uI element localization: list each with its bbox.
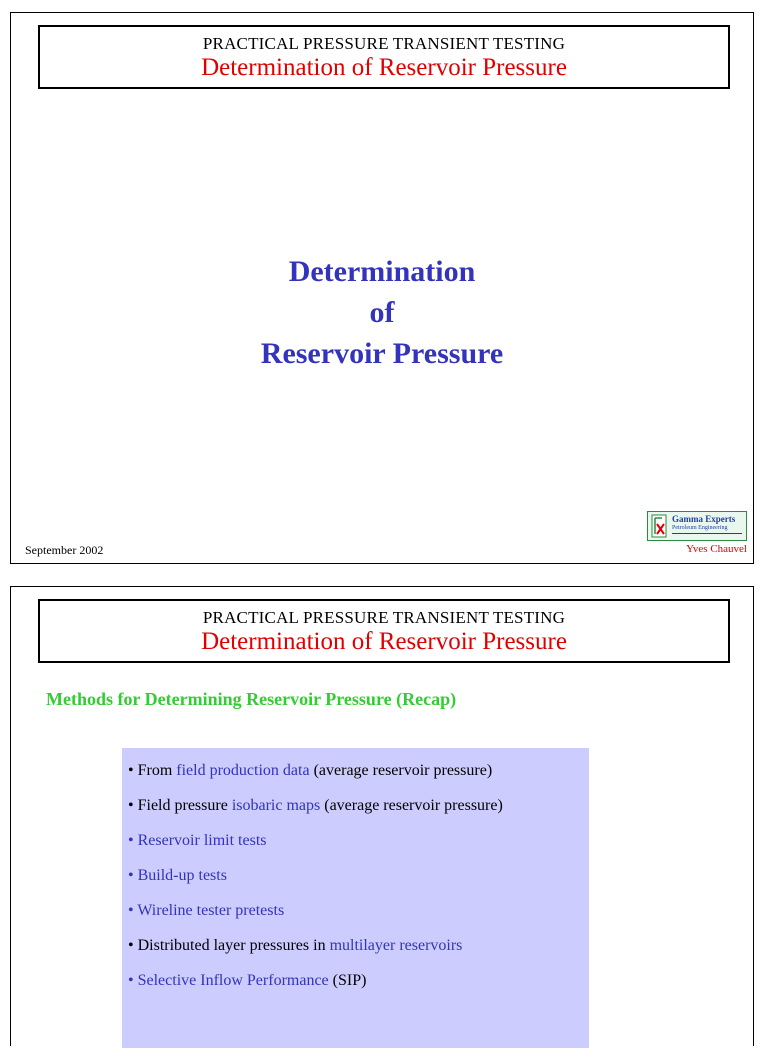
footer-date: September 2002 (25, 543, 104, 557)
list-item (128, 928, 589, 963)
header-course-title: PRACTICAL PRESSURE TRANSIENT TESTING (202, 608, 566, 627)
title-line-2: of (369, 296, 395, 329)
item-text: Field pressure (137, 797, 232, 814)
item-highlight: Selective Inflow Performance (137, 972, 329, 989)
slide-1 (10, 12, 754, 564)
bullet-icon: • (128, 937, 134, 954)
list-item (128, 753, 589, 788)
item-highlight: Reservoir limit tests (137, 832, 267, 849)
item-highlight: isobaric maps (231, 797, 321, 814)
header-course-title: PRACTICAL PRESSURE TRANSIENT TESTING (202, 34, 566, 53)
slide-title (11, 251, 753, 374)
item-suffix: (SIP) (328, 972, 367, 989)
item-text: Distributed layer pressures in (137, 937, 330, 954)
section-heading: Methods for Determining Reservoir Pressure (Recap) (46, 689, 457, 709)
item-text: From (137, 762, 177, 779)
slide-header (38, 599, 730, 663)
item-suffix: (average reservoir pressure) (309, 762, 493, 779)
logo-divider (672, 533, 742, 534)
title-line-3: Reservoir Pressure (260, 337, 504, 370)
bullet-icon: • (128, 972, 134, 989)
item-highlight: Build-up tests (137, 867, 227, 884)
bullet-icon: • (128, 867, 134, 884)
list-item (128, 788, 589, 823)
footer-author: Yves Chauvel (686, 543, 747, 555)
item-highlight: field production data (176, 762, 310, 779)
bullet-icon: • (128, 797, 134, 814)
title-line-1: Determination (288, 255, 476, 288)
gamma-experts-logo (647, 511, 747, 541)
item-suffix: (average reservoir pressure) (320, 797, 503, 814)
item-highlight: multilayer reservoirs (329, 937, 463, 954)
header-topic-title: Determination of Reservoir Pressure (201, 54, 567, 81)
logo-title: Gamma Experts (672, 514, 736, 524)
item-highlight: Wireline tester pretests (137, 902, 285, 919)
methods-box (122, 748, 589, 1048)
methods-list (122, 748, 589, 998)
header-topic-title: Determination of Reservoir Pressure (201, 628, 567, 655)
bullet-icon: • (128, 832, 134, 849)
gamma-logo-icon (651, 514, 667, 538)
list-item (128, 963, 589, 998)
logo-subtitle: Petroleum Engineering (672, 525, 728, 531)
slide-header (38, 25, 730, 89)
list-item (128, 823, 589, 858)
bullet-icon: • (128, 762, 134, 779)
list-item (128, 893, 589, 928)
bullet-icon: • (128, 902, 134, 919)
list-item (128, 858, 589, 893)
slide-2 (10, 586, 754, 1046)
